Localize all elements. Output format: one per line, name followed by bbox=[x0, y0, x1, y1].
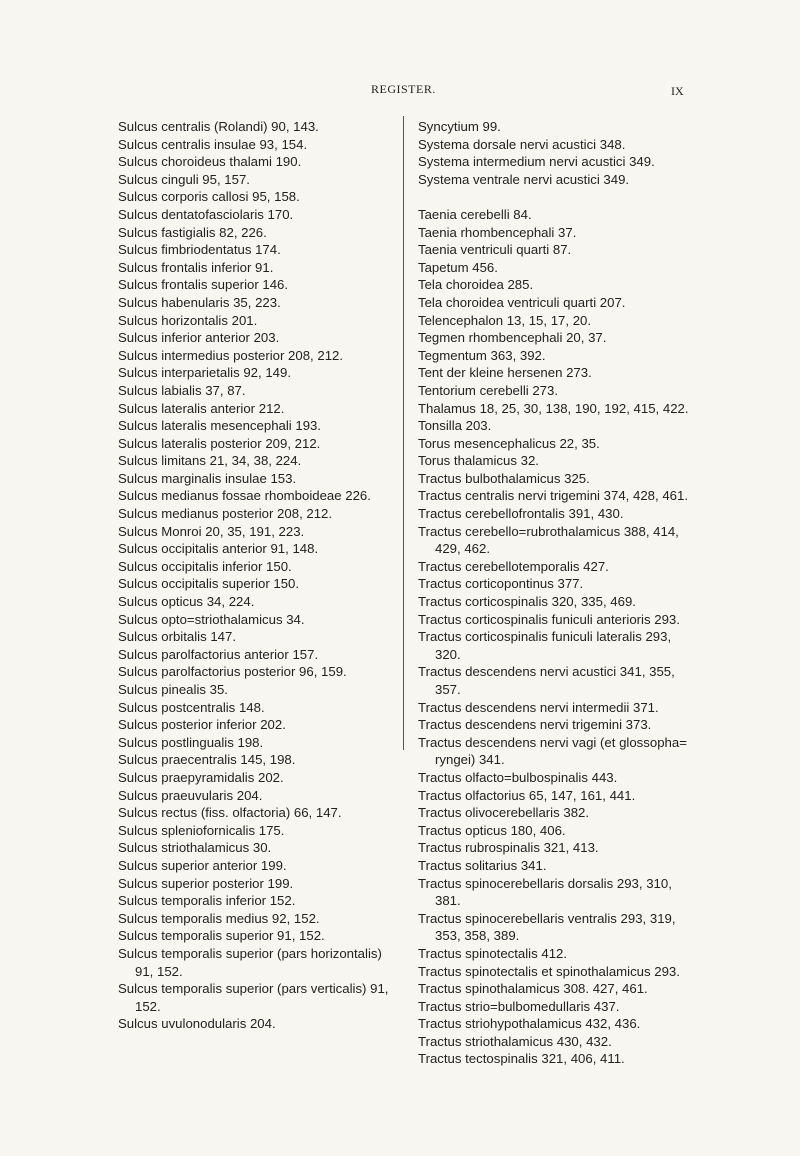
index-entry: Tela choroidea ventriculi quarti 207. bbox=[418, 294, 626, 310]
index-entry: Tentorium cerebelli 273. bbox=[418, 382, 559, 398]
index-entry: Sulcus opticus 34, 224. bbox=[118, 594, 255, 610]
index-entry: Tractus cerebellotemporalis 427. bbox=[418, 558, 609, 574]
index-entry: Telencephalon 13, 15, 17, 20. bbox=[418, 312, 592, 328]
index-entry: Tegmentum 363, 392. bbox=[418, 347, 546, 363]
index-entry: Sulcus fastigialis 82, 226. bbox=[118, 224, 267, 240]
index-entry: Sulcus postcentralis 148. bbox=[118, 699, 265, 715]
index-entry: Sulcus horizontalis 201. bbox=[118, 312, 258, 328]
index-entry: Sulcus intermedius posterior 208, 212. bbox=[118, 347, 344, 363]
index-entry: Sulcus inferior anterior 203. bbox=[118, 330, 280, 346]
index-entry: Tegmen rhombencephali 20, 37. bbox=[418, 330, 607, 346]
index-entry: Tractus olfactorius 65, 147, 161, 441. bbox=[418, 787, 636, 803]
index-entry: Sulcus habenularis 35, 223. bbox=[118, 294, 281, 310]
index-entry: Tractus spinothalamicus 308. 427, 461. bbox=[418, 981, 648, 997]
index-entry: Sulcus centralis (Rolandi) 90, 143. bbox=[118, 119, 319, 134]
index-entry: Tractus olivocerebellaris 382. bbox=[418, 805, 590, 821]
index-entry: Tapetum 456. bbox=[418, 259, 498, 275]
index-entry: Sulcus choroideus thalami 190. bbox=[118, 154, 302, 170]
index-entry: Torus thalamicus 32. bbox=[418, 453, 539, 469]
index-entry: Tractus opticus 180, 406. bbox=[418, 822, 566, 838]
index-entry: Sulcus limitans 21, 34, 38, 224. bbox=[118, 453, 302, 469]
index-entry: Sulcus uvulonodularis 204. bbox=[118, 1016, 276, 1032]
running-head: REGISTER. bbox=[371, 82, 436, 96]
index-entry: Tractus corticospinalis funiculi lateralis 293, 320. bbox=[418, 629, 672, 662]
index-entry: Sulcus posterior inferior 202. bbox=[118, 717, 286, 733]
index-entry: Sulcus centralis insulae 93, 154. bbox=[118, 136, 308, 152]
index-entry: Sulcus occipitalis inferior 150. bbox=[118, 558, 292, 574]
index-entry: Sulcus temporalis medius 92, 152. bbox=[118, 910, 320, 926]
index-column-left bbox=[118, 118, 390, 1033]
index-entry: Sulcus orbitalis 147. bbox=[118, 629, 237, 645]
index-entry: Sulcus Monroi 20, 35, 191, 223. bbox=[118, 523, 305, 539]
index-entry: Syncytium 99. bbox=[418, 119, 501, 134]
index-entry: Tractus centralis nervi trigemini 374, 428, 461. bbox=[418, 488, 688, 504]
index-entry: Tractus descendens nervi trigemini 373. bbox=[418, 717, 652, 733]
index-entry: Sulcus lateralis anterior 212. bbox=[118, 400, 285, 416]
index-entry: Sulcus lateralis mesencephali 193. bbox=[118, 418, 322, 434]
index-entry: Taenia rhombencephali 37. bbox=[418, 224, 577, 240]
index-entry: Sulcus temporalis superior 91, 152. bbox=[118, 928, 325, 944]
index-entry: Tela choroidea 285. bbox=[418, 277, 534, 293]
index-entry: Tractus spinocerebellaris ventralis 293, 319, 353, 358, 389. bbox=[418, 910, 676, 944]
page-number: IX bbox=[671, 84, 684, 98]
index-entry: Tractus bulbothalamicus 325. bbox=[418, 470, 590, 486]
index-entry: Sulcus cinguli 95, 157. bbox=[118, 171, 250, 187]
index-entry: Tractus cerebello=rubrothalamicus 388, 414, 429, 462. bbox=[418, 523, 679, 557]
index-entry: Sulcus occipitalis anterior 91, 148. bbox=[118, 541, 319, 557]
index-entry: Sulcus frontalis superior 146. bbox=[118, 277, 289, 293]
index-entry: Systema dorsale nervi acustici 348. bbox=[418, 136, 626, 152]
index-entry: Tractus descendens nervi vagi (et glossopha= ryngei) 341. bbox=[418, 734, 687, 768]
index-entry: Thalamus 18, 25, 30, 138, 190, 192, 415, 422. bbox=[418, 400, 689, 416]
index-entry: Sulcus marginalis insulae 153. bbox=[118, 470, 297, 486]
index-entry: Sulcus parolfactorius anterior 157. bbox=[118, 646, 319, 662]
index-entry: Sulcus spleniofornicalis 175. bbox=[118, 822, 285, 838]
index-entry: Sulcus lateralis posterior 209, 212. bbox=[118, 435, 321, 451]
index-entry: Sulcus labialis 37, 87. bbox=[118, 382, 246, 398]
index-entry: Sulcus postlingualis 198. bbox=[118, 734, 264, 750]
index-entry: Sulcus interparietalis 92, 149. bbox=[118, 365, 292, 381]
index-entry: Sulcus superior posterior 199. bbox=[118, 875, 294, 891]
index-entry: Sulcus praeuvularis 204. bbox=[118, 787, 263, 803]
index-entry: Sulcus praecentralis 145, 198. bbox=[118, 752, 296, 768]
index-entry: Sulcus opto=striothalamicus 34. bbox=[118, 611, 305, 627]
index-entry: Sulcus fimbriodentatus 174. bbox=[118, 242, 281, 258]
index-entry: Sulcus parolfactorius posterior 96, 159. bbox=[118, 664, 347, 680]
column-divider bbox=[403, 116, 404, 750]
index-entry: Tractus corticopontinus 377. bbox=[418, 576, 584, 592]
index-entry: Tractus spinotectalis 412. bbox=[418, 945, 568, 961]
index-entry: Sulcus temporalis superior (pars verticalis) 91, 152. bbox=[118, 981, 389, 1014]
index-entry: Taenia cerebelli 84. bbox=[418, 206, 532, 222]
index-entry: Tractus descendens nervi intermedii 371. bbox=[418, 699, 659, 715]
index-entry: Tractus spinotectalis et spinothalamicus 293. bbox=[418, 963, 680, 979]
index-entry: Sulcus occipitalis superior 150. bbox=[118, 576, 300, 592]
index-entry: Tractus rubrospinalis 321, 413. bbox=[418, 840, 599, 856]
index-entry: Tractus olfacto=bulbospinalis 443. bbox=[418, 769, 618, 785]
index-entry: Tractus spinocerebellaris dorsalis 293, 310, 381. bbox=[418, 875, 672, 909]
index-entry: Sulcus dentatofasciolaris 170. bbox=[118, 206, 294, 222]
index-entry: Sulcus temporalis inferior 152. bbox=[118, 893, 296, 909]
index-entry: Tractus cerebellofrontalis 391, 430. bbox=[418, 506, 624, 522]
index-entry: Tractus corticospinalis 320, 335, 469. bbox=[418, 594, 636, 610]
index-entry: Tractus strio=bulbomedullaris 437. bbox=[418, 998, 620, 1014]
index-entry: Tractus solitarius 341. bbox=[418, 857, 547, 873]
index-entry: Sulcus pinealis 35. bbox=[118, 682, 228, 697]
index-entry: Sulcus medianus posterior 208, 212. bbox=[118, 506, 333, 522]
index-entry: Sulcus frontalis inferior 91. bbox=[118, 259, 274, 275]
index-entry: Tonsilla 203. bbox=[418, 418, 492, 434]
index-entry: Sulcus temporalis superior (pars horizontalis) 91, 152. bbox=[118, 945, 382, 979]
index-entry: Sulcus striothalamicus 30. bbox=[118, 840, 272, 856]
index-entry: Sulcus medianus fossae rhomboideae 226. bbox=[118, 488, 371, 504]
index-entry: Systema intermedium nervi acustici 349. bbox=[418, 154, 655, 170]
index-entry: Tractus striohypothalamicus 432, 436. bbox=[418, 1016, 641, 1032]
index-entry: Systema ventrale nervi acustici 349. bbox=[418, 171, 630, 187]
index-entry: Sulcus praepyramidalis 202. bbox=[118, 769, 284, 785]
index-entry: Tractus tectospinalis 321, 406, 411. bbox=[418, 1051, 625, 1067]
index-column-right bbox=[418, 118, 700, 1068]
index-entry: Tractus striothalamicus 430, 432. bbox=[418, 1033, 612, 1049]
page-header bbox=[0, 82, 800, 102]
index-entry: Torus mesencephalicus 22, 35. bbox=[418, 435, 600, 451]
index-entry: Tractus corticospinalis funiculi anterioris 293. bbox=[418, 611, 680, 627]
index-entry: Tractus descendens nervi acustici 341, 355, 357. bbox=[418, 664, 675, 697]
index-entry: Sulcus rectus (fiss. olfactoria) 66, 147. bbox=[118, 805, 342, 821]
index-entry: Tent der kleine hersenen 273. bbox=[418, 365, 592, 381]
index-entry: Sulcus corporis callosi 95, 158. bbox=[118, 189, 300, 205]
index-entry: Sulcus superior anterior 199. bbox=[118, 857, 287, 873]
index-entry: Taenia ventriculi quarti 87. bbox=[418, 242, 572, 258]
